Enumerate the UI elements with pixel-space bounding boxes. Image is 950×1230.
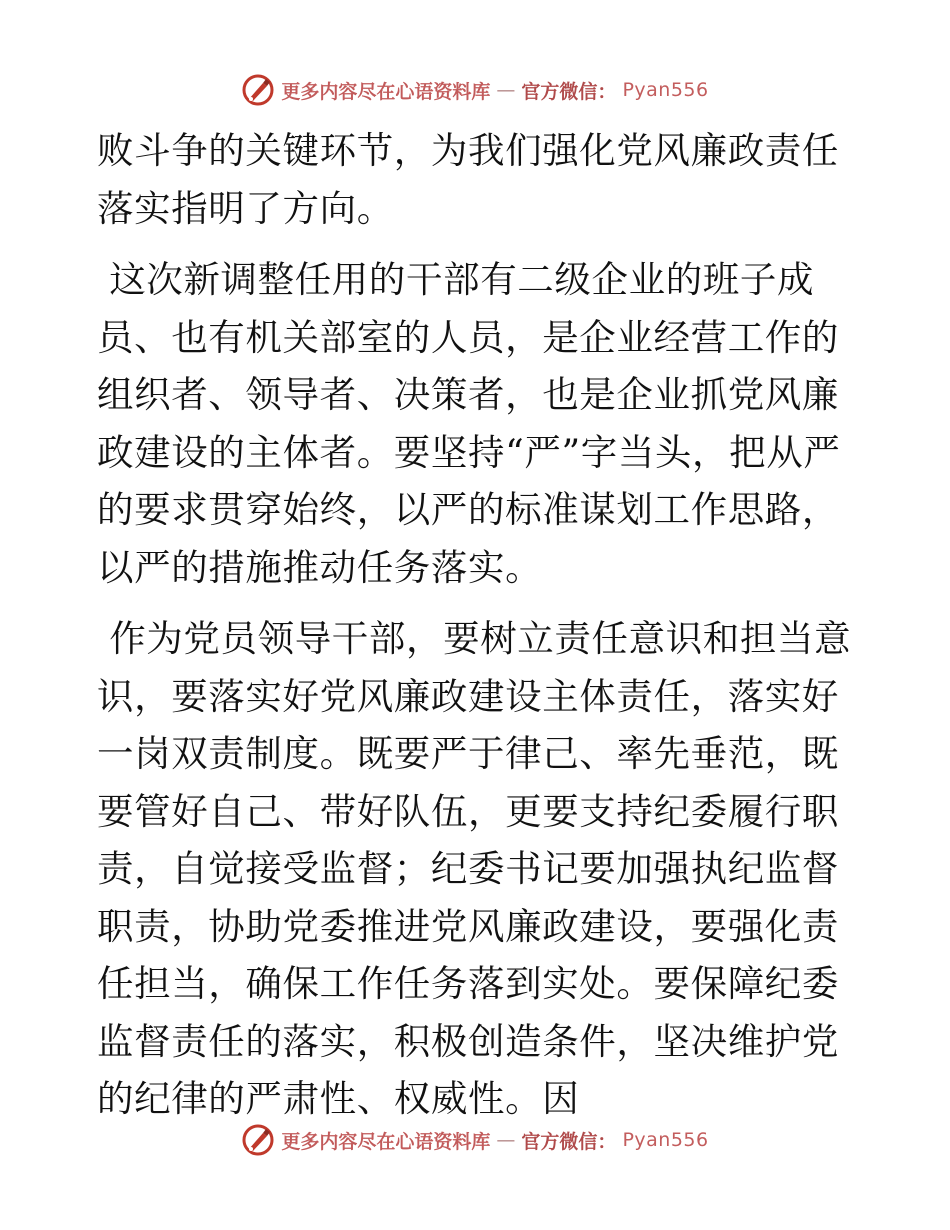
document-body xyxy=(97,122,857,1128)
watermark-wechat-label: 官方微信： xyxy=(521,1130,617,1153)
watermark-wechat-id: Pyan556 xyxy=(622,1129,709,1151)
paragraph-1: 败斗争的关键环节，为我们强化党风廉政责任落实指明了方向。 xyxy=(97,129,839,230)
header-watermark xyxy=(0,70,950,110)
paragraph-2: 这次新调整任用的干部有二级企业的班子成员、也有机关部室的人员，是企业经营工作的组织者、领导者、决策者，也是企业抓党风廉政建设的主体者。要坚持“严”字当头，把从严的要求贯穿始终，以严的标准谋划工作思路，以严的措施推动任务落实。 xyxy=(97,258,841,589)
watermark-site-text: 更多内容尽在心语资料库 xyxy=(281,1130,491,1153)
watermark-dash: — xyxy=(496,79,516,101)
footer-watermark xyxy=(0,1120,950,1160)
pen-circle-logo-icon xyxy=(241,73,275,107)
paragraph-3: 作为党员领导干部，要树立责任意识和担当意识，要落实好党风廉政建设主体责任，落实好一岗双责制度。既要严于律己、率先垂范，既要管好自己、带好队伍，更要支持纪委履行职责，自觉接受监督；纪委书记要加强执纪监督职责，协助党委推进党风廉政建设，要强化责任担当，确保工作任务落到实处。要保障纪委监督责任的落实，积极创造条件，坚决维护党的纪律的严肃性、权威性。因 xyxy=(97,617,852,1120)
watermark-wechat-id: Pyan556 xyxy=(622,79,709,101)
watermark-wechat-label: 官方微信： xyxy=(521,80,617,103)
watermark-site-text: 更多内容尽在心语资料库 xyxy=(281,80,491,103)
pen-circle-logo-icon xyxy=(241,1123,275,1157)
watermark-dash: — xyxy=(496,1129,516,1151)
